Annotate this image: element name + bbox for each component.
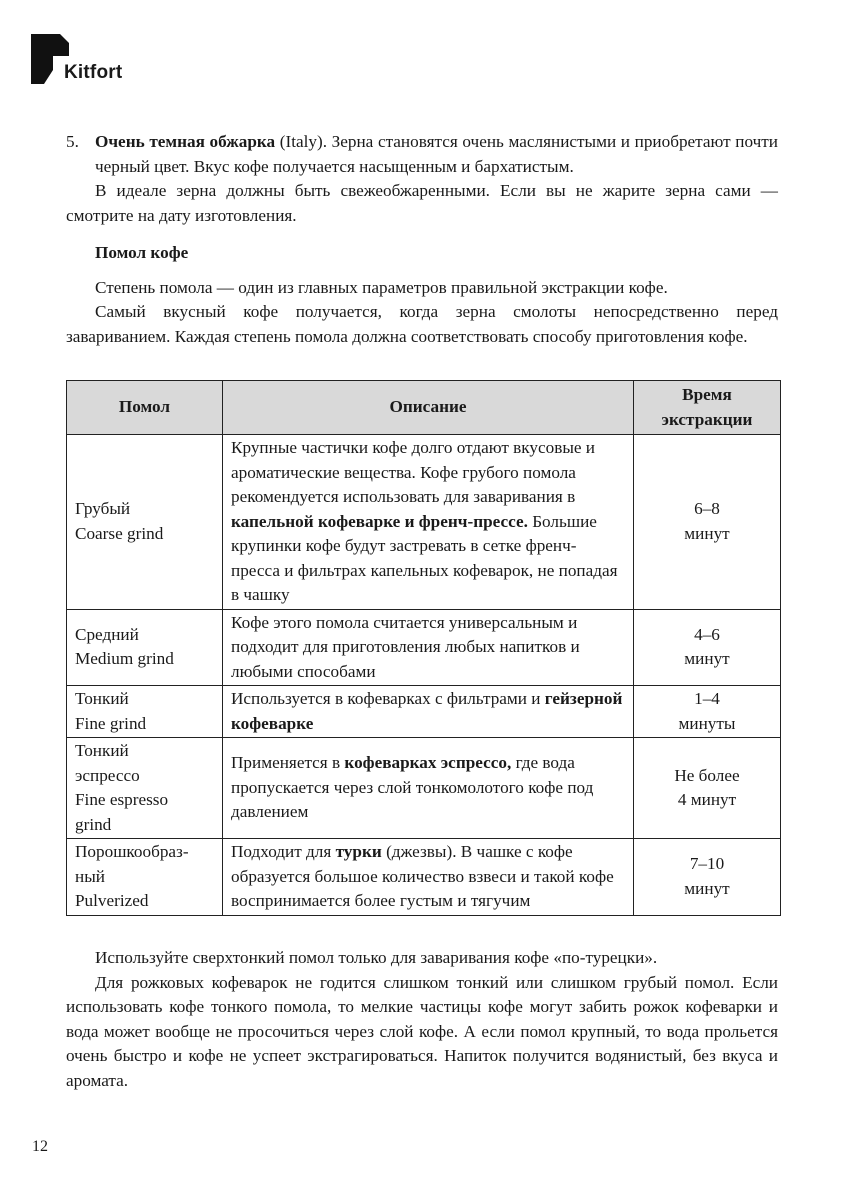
outro-block — [66, 946, 778, 1093]
time-cell: 4–6 минут — [634, 609, 781, 686]
list-item-text: (Italy). Зерна становятся очень маслянистыми и приобретают почти черный цвет. Вкус кофе получается насыщенным и бархатистым. — [95, 132, 778, 176]
table-row — [67, 686, 781, 738]
time-cell: Не более 4 минут — [634, 738, 781, 839]
section-paragraph-2: Самый вкусный кофе получается, когда зерна смолоты непосредственно перед завариванием. Каждая степень помола должна соответствовать способу приготовления кофе. — [66, 302, 778, 346]
header-description: Описание — [223, 381, 634, 435]
grind-name-cell: Порошкообраз- ный Pulverized — [67, 839, 223, 916]
description-cell: Используется в кофеварках с фильтрами и гейзерной кофеварке — [223, 686, 634, 738]
table-row — [67, 738, 781, 839]
section-paragraph-1: Степень помола — один из главных параметров правильной экстракции кофе. — [95, 277, 668, 297]
table-row — [67, 839, 781, 916]
section-heading: Помол кофе — [95, 243, 189, 262]
header-grind: Помол — [67, 381, 223, 435]
time-cell: 1–4 минуты — [634, 686, 781, 738]
table-header-row — [67, 381, 781, 435]
outro-paragraph-1: Используйте сверхтонкий помол только для заваривания кофе «по-турецки». — [95, 948, 658, 967]
kitfort-logo — [31, 34, 171, 94]
time-cell: 7–10 минут — [634, 839, 781, 916]
intro-block — [66, 130, 778, 228]
description-cell: Применяется в кофеварках эспрессо, где вода пропускается через слой тонкомолотого кофе под давлением — [223, 738, 634, 839]
grind-name-cell: Тонкий Fine grind — [67, 686, 223, 738]
list-number: 5. — [66, 132, 79, 151]
list-item-title: Очень темная обжарка — [95, 132, 276, 151]
page-number: 12 — [32, 1138, 48, 1155]
section-block — [66, 241, 778, 349]
intro-paragraph: В идеале зерна должны быть свежеобжаренными. Если вы не жарите зерна сами — смотрите на дату изготовления. — [66, 181, 778, 225]
list-item-5 — [66, 130, 778, 179]
description-cell: Кофе этого помола считается универсальным и подходит для приготовления любых напитков и любыми способами — [223, 609, 634, 686]
header-time: Время экстракции — [634, 381, 781, 435]
grind-table — [66, 380, 781, 916]
time-cell: 6–8 минут — [634, 435, 781, 610]
description-cell: Крупные частички кофе долго отдают вкусовые и ароматические вещества. Кофе грубого помола рекомендуется использовать для заваривания в капельной кофеварке и френч-прессе. Большие крупинки кофе будут застревать в сетке френч-пресса и фильтрах капельных кофеварок, не попадая в чашку — [223, 435, 634, 610]
outro-paragraph-2: Для рожковых кофеварок не годится слишком тонкий или слишком грубый помол. Если использовать кофе тонкого помола, то мелкие частицы кофе могут забить рожок кофеварки и вода может вообще не просочиться через слой кофе. А если помол крупный, то вода прольется очень быстро и кофе не успеет экстрагироваться. Напиток получится водянистый, без вкуса и аромата. — [66, 972, 778, 1090]
table-row — [67, 609, 781, 686]
kitfort-logo-text: Kitfort — [64, 62, 123, 83]
description-cell: Подходит для турки (джезвы). В чашке с кофе образуется большое количество взвеси и такой кофе воспринимается более густым и тягучим — [223, 839, 634, 916]
grind-name-cell: Грубый Coarse grind — [67, 435, 223, 610]
table-row — [67, 435, 781, 610]
grind-name-cell: Тонкий эспрессо Fine espresso grind — [67, 738, 223, 839]
grind-name-cell: Средний Medium grind — [67, 609, 223, 686]
